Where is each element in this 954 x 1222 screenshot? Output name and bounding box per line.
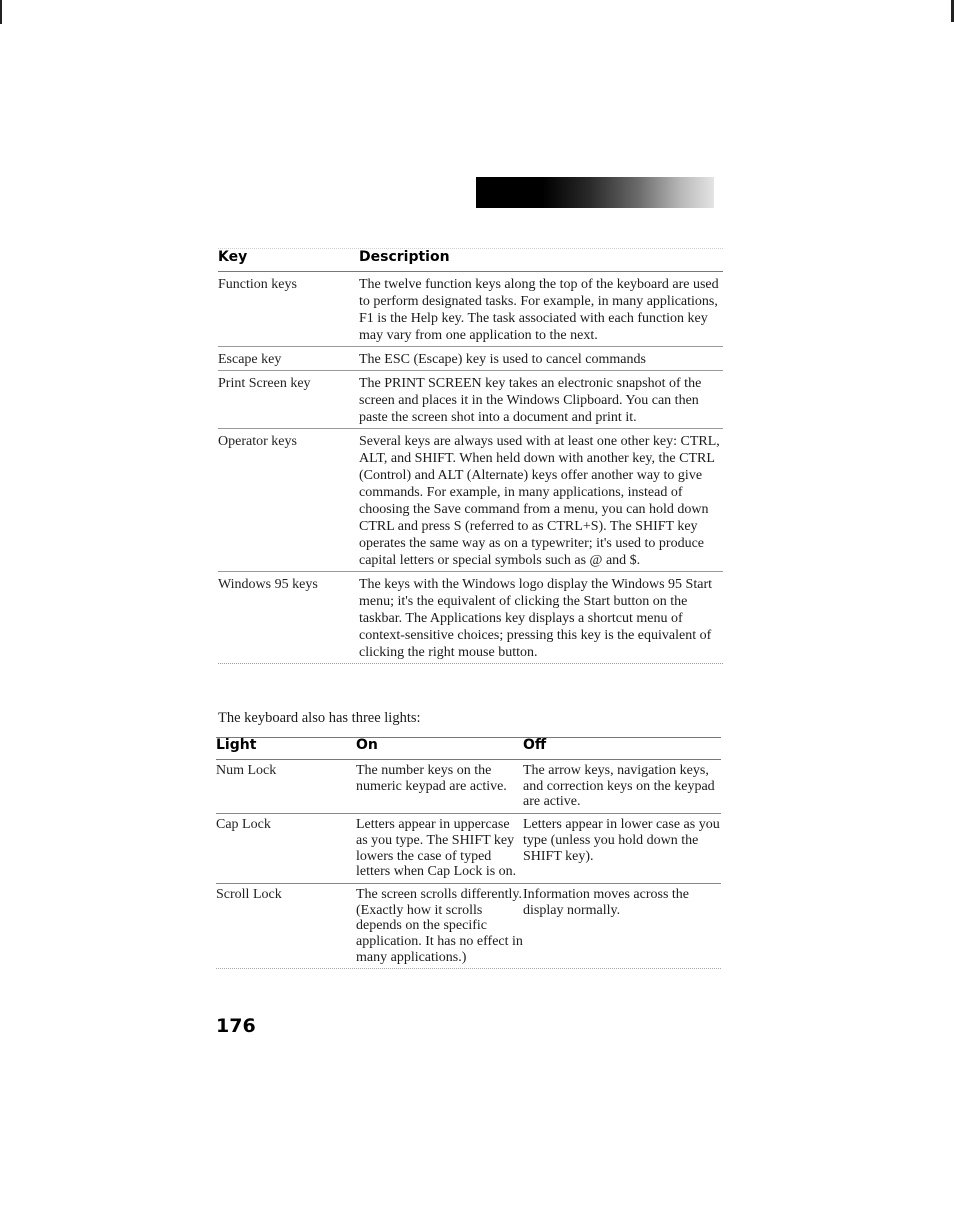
table-row xyxy=(218,572,723,664)
light-off-description: Information moves across the display normally. xyxy=(523,886,690,918)
table-row xyxy=(218,429,723,572)
light-on-description: Letters appear in uppercase as you type. The SHIFT key lowers the case of typed letters when Cap Lock is on. xyxy=(356,817,517,880)
light-name: Scroll Lock xyxy=(216,886,282,902)
key-description: The twelve function keys along the top of the keyboard are used to perform designated tasks. For example, in many applications, F1 is the Help key. The task associated with each function key may vary from one application to the next. xyxy=(359,277,719,343)
light-name: Num Lock xyxy=(216,763,277,778)
key-name: Function keys xyxy=(218,277,297,292)
light-off-description: The arrow keys, navigation keys, and correction keys on the keypad are active. xyxy=(523,763,715,810)
light-off-description: Letters appear in lower case as you type (unless you hold down the SHIFT key). xyxy=(523,817,720,864)
light-on-description: The number keys on the numeric keypad are active. xyxy=(356,763,507,794)
key-name: Print Screen key xyxy=(218,376,311,391)
key-description: The PRINT SCREEN key takes an electronic snapshot of the screen and places it in the Windows Clipboard. You can then paste the screen shot into a document and print it. xyxy=(359,376,702,425)
lights-table-header-on: On xyxy=(356,737,378,753)
lights-table-header-off: Off xyxy=(523,737,547,753)
lights-table-header xyxy=(216,737,721,760)
table-row xyxy=(216,814,721,884)
scan-edge-mark-left xyxy=(0,0,2,24)
lights-intro-text: The keyboard also has three lights: xyxy=(218,710,421,726)
keys-table-header-description: Description xyxy=(359,249,450,265)
table-row xyxy=(216,884,721,970)
key-name: Operator keys xyxy=(218,434,297,449)
table-row xyxy=(218,272,723,347)
light-on-description: The screen scrolls differently. (Exactly how it scrolls depends on the specific application. It has no effect in many applications.) xyxy=(356,886,523,965)
key-name: Windows 95 keys xyxy=(218,577,318,592)
table-row xyxy=(218,347,723,371)
keys-table-header-key: Key xyxy=(218,249,248,265)
table-row xyxy=(218,371,723,429)
key-description: The ESC (Escape) key is used to cancel commands xyxy=(359,352,646,367)
key-description: The keys with the Windows logo display the Windows 95 Start menu; it's the equivalent of clicking the Start button on the taskbar. The Applications key displays a shortcut menu of context-sensitive choices; pressing this key is the equivalent of clicking the right mouse button. xyxy=(359,577,712,660)
table-row xyxy=(216,760,721,814)
page-number: 176 xyxy=(216,1015,256,1037)
light-name: Cap Lock xyxy=(216,817,271,833)
keys-table xyxy=(218,248,723,664)
key-description: Several keys are always used with at least one other key: CTRL, ALT, and SHIFT. When held down with another key, the CTRL (Control) and ALT (Alternate) keys offer another way to give commands. For example, in many applications, instead of choosing the Save command from a menu, you can hold down CTRL and press S (referred to as CTRL+S). The SHIFT key operates the same way as on a typewriter; it's used to produce capital letters or special symbols such as @ and $. xyxy=(359,434,720,568)
chapter-header-bar xyxy=(476,177,714,208)
lights-table xyxy=(216,737,721,969)
key-name: Escape key xyxy=(218,352,282,367)
keys-table-header xyxy=(218,248,723,272)
lights-table-header-light: Light xyxy=(216,737,257,753)
